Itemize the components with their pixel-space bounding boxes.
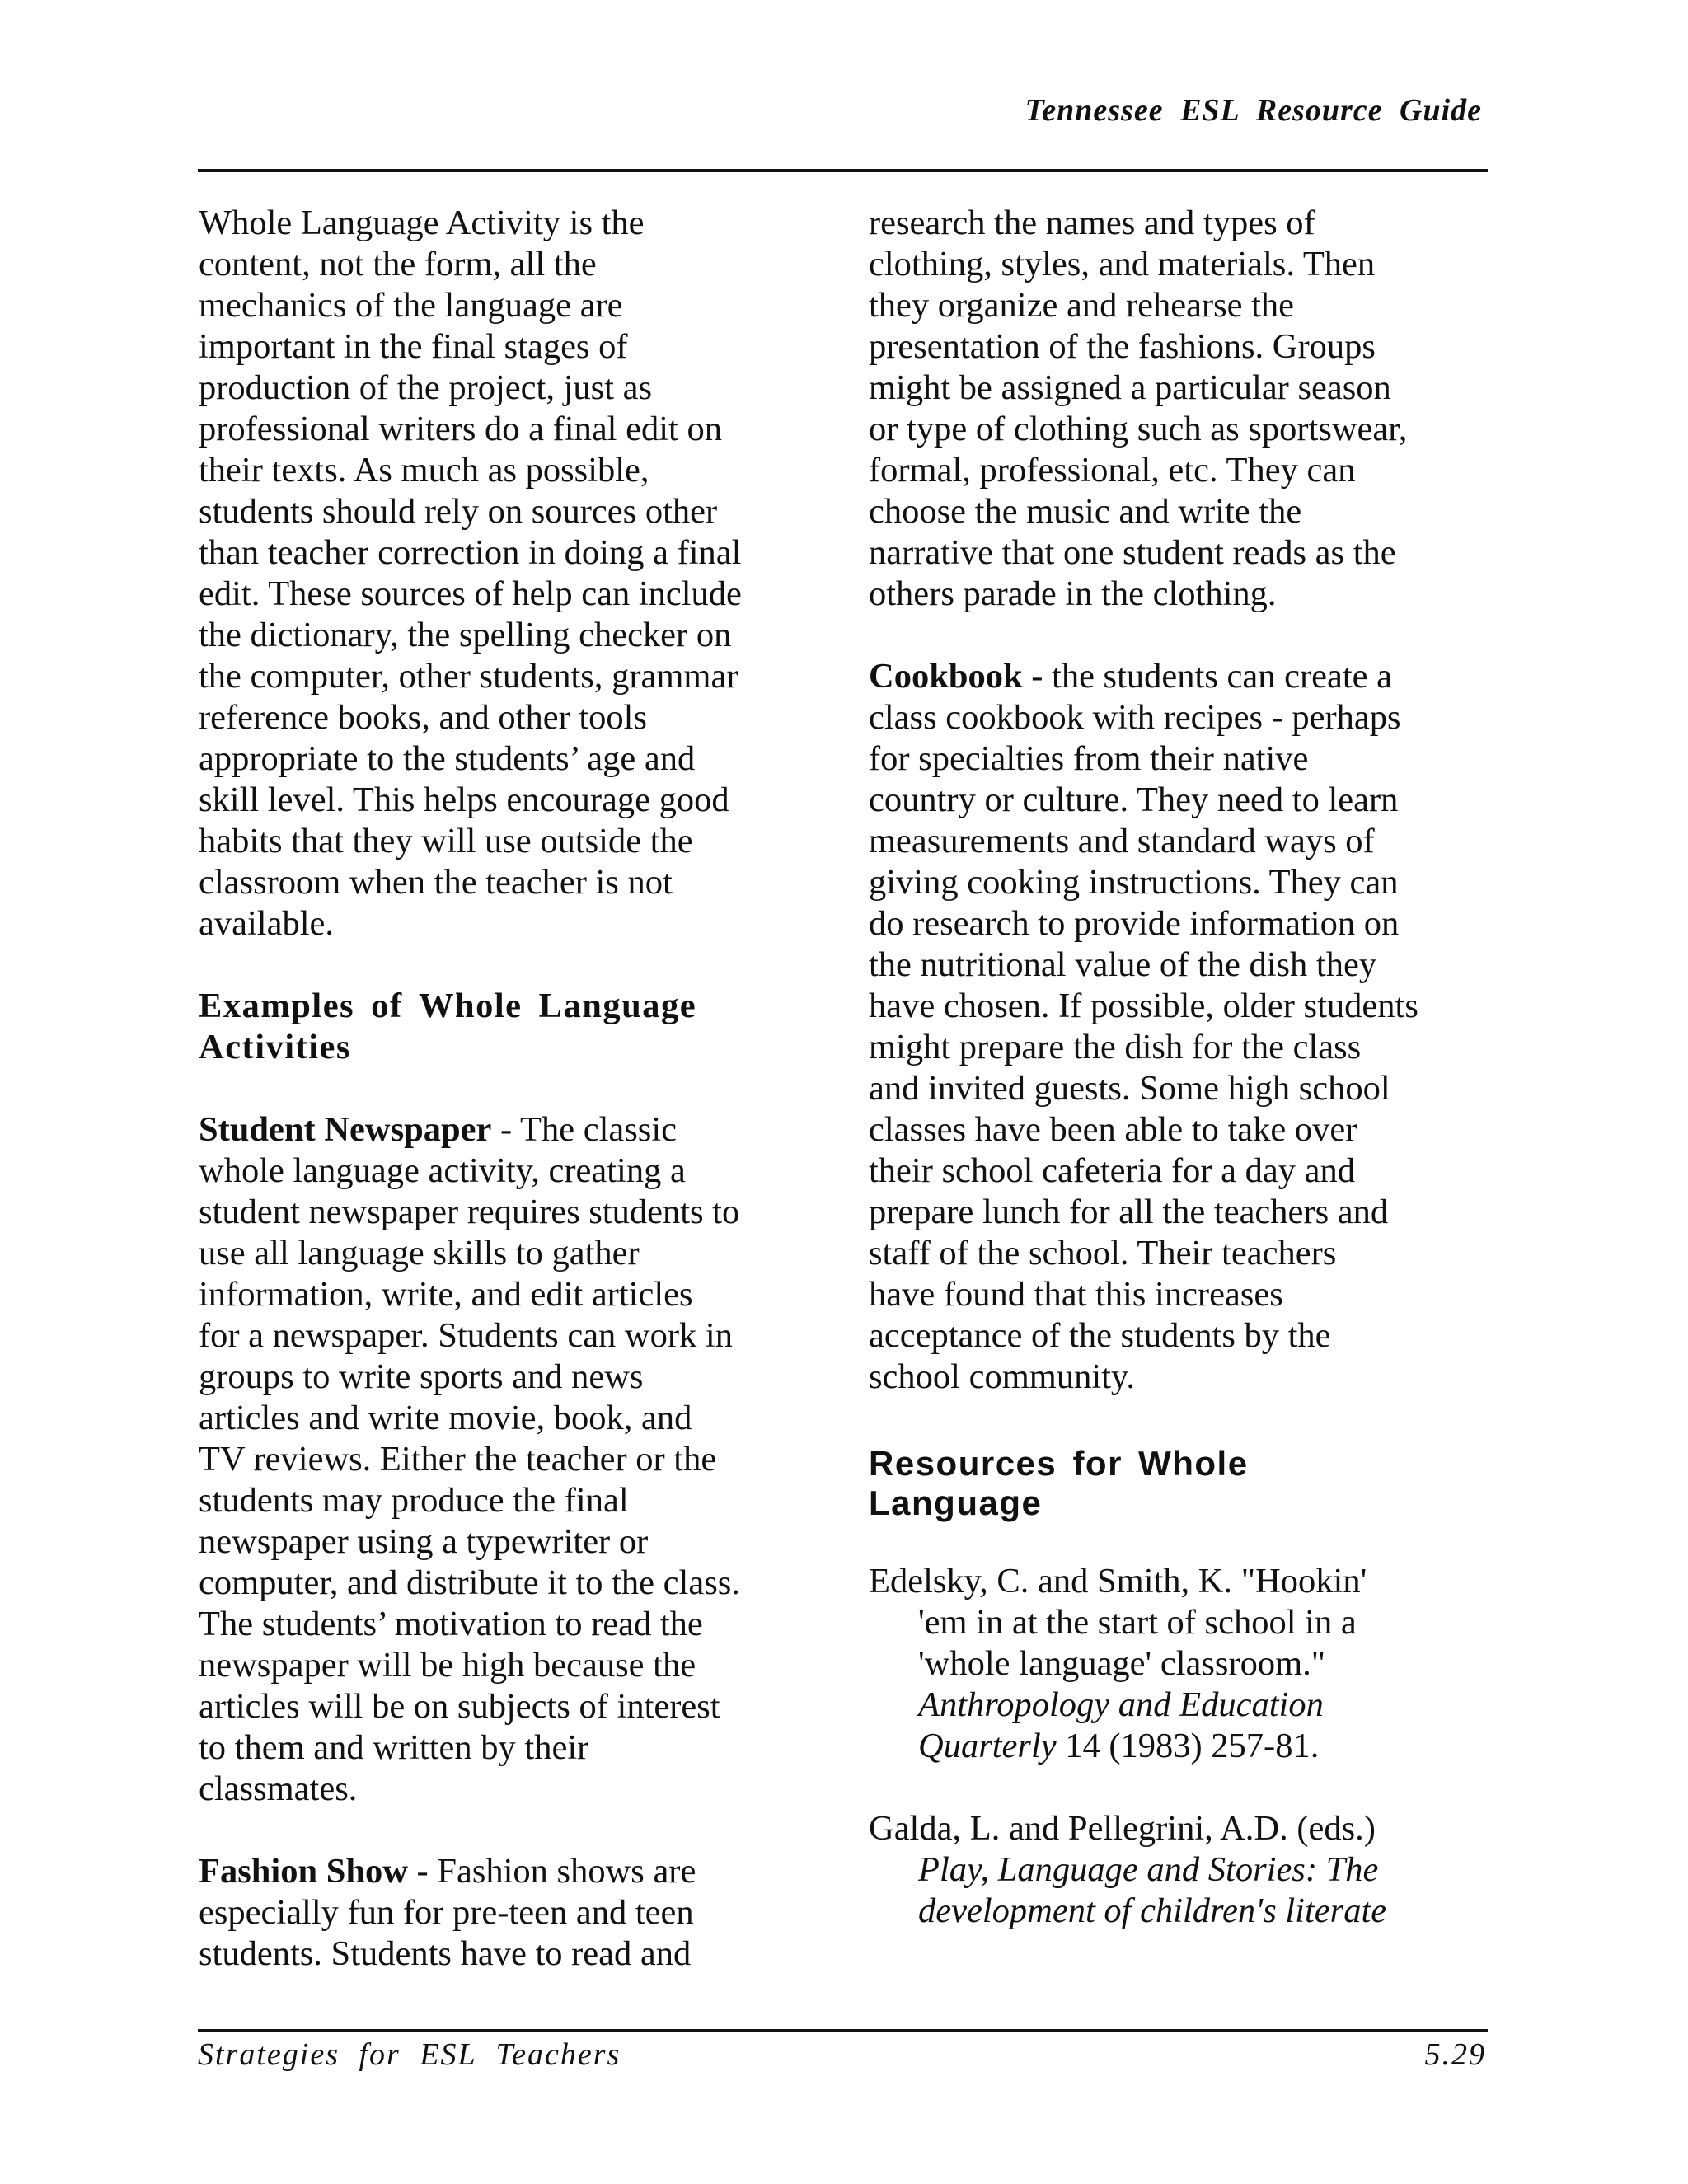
page-number: 5.29 — [1424, 2037, 1486, 2072]
term-student-newspaper: Student Newspaper — [199, 1110, 492, 1149]
text-line: for specialties from their native — [869, 739, 1309, 778]
text-line: formal, professional, etc. They can — [869, 451, 1356, 490]
running-footer: Strategies for ESL Teachers — [198, 2037, 621, 2072]
text-line: reference books, and other tools — [199, 698, 648, 737]
text-line — [869, 656, 1495, 697]
fashion-show-continued — [869, 203, 1495, 615]
text-line: student newspaper requires students to — [199, 1193, 740, 1231]
heading-line: Language — [869, 1483, 1043, 1522]
student-newspaper-paragraph — [199, 1109, 825, 1810]
text-line: mechanics of the language are — [199, 286, 623, 325]
text-line: 'em in at the start of school in a — [918, 1603, 1357, 1642]
text-line: staff of the school. Their teachers — [869, 1234, 1337, 1272]
text-line — [199, 1109, 825, 1151]
text-line: clothing, styles, and materials. Then — [869, 245, 1376, 284]
text-line: students. Students have to read and — [199, 1934, 692, 1973]
text-line: their school cafeteria for a day and — [869, 1151, 1355, 1190]
text-line: Whole Language Activity is the — [199, 204, 645, 242]
text-line: for a newspaper. Students can work in — [199, 1316, 733, 1355]
text-line: production of the project, just as — [199, 368, 653, 407]
examples-heading — [199, 986, 825, 1068]
left-column — [199, 203, 825, 1975]
cookbook-paragraph — [869, 656, 1495, 1398]
text-line — [869, 1726, 1495, 1767]
text-line: computer, and distribute it to the class. — [199, 1563, 740, 1602]
text-run: - Fashion shows are — [407, 1852, 696, 1891]
reference-edelsky — [869, 1561, 1495, 1767]
text-line: groups to write sports and news — [199, 1357, 644, 1396]
text-line: use all language skills to gather — [199, 1234, 640, 1272]
text-line: prepare lunch for all the teachers and — [869, 1193, 1389, 1231]
text-line: than teacher correction in doing a final — [199, 533, 742, 572]
text-line: measurements and standard ways of — [869, 822, 1375, 860]
text-line: newspaper will be high because the — [199, 1646, 696, 1685]
text-line: choose the music and write the — [869, 492, 1302, 531]
heading-line: Activities — [199, 1028, 351, 1066]
heading-line: Examples of Whole Language — [199, 987, 697, 1025]
text-line: classroom when the teacher is not — [199, 863, 673, 902]
term-cookbook: Cookbook — [869, 657, 1023, 696]
text-line: students should rely on sources other — [199, 492, 718, 531]
text-line: students may produce the final — [199, 1481, 629, 1520]
text-line: class cookbook with recipes - perhaps — [869, 698, 1401, 737]
resources-heading — [869, 1444, 1495, 1523]
text-line: acceptance of the students by the — [869, 1316, 1331, 1355]
journal-title: Anthropology and Education — [918, 1685, 1324, 1724]
text-line: whole language activity, creating a — [199, 1151, 686, 1190]
text-line: edit. These sources of help can include — [199, 574, 742, 613]
text-line: might be assigned a particular season — [869, 368, 1391, 407]
text-line — [199, 1851, 825, 1892]
book-title: development of children's literate — [918, 1891, 1387, 1930]
text-line: research the names and types of — [869, 204, 1315, 242]
text-line: presentation of the fashions. Groups — [869, 327, 1376, 366]
text-line: skill level. This helps encourage good — [199, 780, 729, 819]
text-line: important in the final stages of — [199, 327, 628, 366]
text-line: habits that they will use outside the — [199, 822, 693, 860]
footer-rule — [198, 2029, 1488, 2032]
intro-paragraph — [199, 203, 825, 944]
text-line: country or culture. They need to learn — [869, 780, 1399, 819]
fashion-show-paragraph — [199, 1851, 825, 1975]
text-line: others parade in the clothing. — [869, 574, 1277, 613]
text-line: and invited guests. Some high school — [869, 1069, 1390, 1108]
text-line: narrative that one student reads as the — [869, 533, 1396, 572]
text-line: content, not the form, all the — [199, 245, 597, 284]
text-line: 'whole language' classroom." — [918, 1644, 1326, 1683]
text-line: do research to provide information on — [869, 904, 1400, 943]
text-line: articles and write movie, book, and — [199, 1399, 692, 1437]
text-line: have chosen. If possible, older students — [869, 987, 1418, 1025]
text-line: articles will be on subjects of interest — [199, 1687, 720, 1726]
text-run: - The classic — [491, 1110, 678, 1149]
text-run: - the students can create a — [1022, 657, 1392, 696]
right-column — [869, 203, 1495, 1932]
text-line: especially fun for pre-teen and teen — [199, 1893, 694, 1932]
text-line: classmates. — [199, 1769, 358, 1808]
text-line: classes have been able to take over — [869, 1110, 1357, 1149]
text-line: the nutritional value of the dish they — [869, 945, 1377, 984]
text-line: might prepare the dish for the class — [869, 1028, 1362, 1066]
text-line: The students’ motivation to read the — [199, 1605, 703, 1643]
text-line: or type of clothing such as sportswear, — [869, 410, 1408, 448]
text-line: they organize and rehearse the — [869, 286, 1295, 325]
text-line: newspaper using a typewriter or — [199, 1522, 649, 1561]
text-line: have found that this increases — [869, 1275, 1283, 1314]
text-line: information, write, and edit articles — [199, 1275, 693, 1314]
text-run: 14 (1983) 257-81. — [1056, 1727, 1320, 1765]
text-line: giving cooking instructions. They can — [869, 863, 1399, 902]
heading-line: Resources for Whole — [869, 1444, 1249, 1483]
term-fashion-show: Fashion Show — [199, 1852, 408, 1891]
text-line: professional writers do a final edit on — [199, 410, 722, 448]
text-line: to them and written by their — [199, 1728, 589, 1767]
text-line: their texts. As much as possible, — [199, 451, 649, 490]
text-line: TV reviews. Either the teacher or the — [199, 1440, 717, 1479]
text-line: Galda, L. and Pellegrini, A.D. (eds.) — [869, 1809, 1376, 1848]
header-rule — [198, 169, 1488, 172]
running-header: Tennessee ESL Resource Guide — [1025, 93, 1482, 128]
text-line: available. — [199, 904, 335, 943]
journal-title: Quarterly — [918, 1727, 1057, 1765]
book-title: Play, Language and Stories: The — [918, 1850, 1379, 1889]
reference-galda — [869, 1808, 1495, 1932]
text-line: the dictionary, the spelling checker on — [199, 616, 732, 654]
text-line: appropriate to the students’ age and — [199, 739, 696, 778]
text-line: the computer, other students, grammar — [199, 657, 738, 696]
text-line: school community. — [869, 1357, 1136, 1396]
text-line: Edelsky, C. and Smith, K. "Hookin' — [869, 1562, 1367, 1601]
